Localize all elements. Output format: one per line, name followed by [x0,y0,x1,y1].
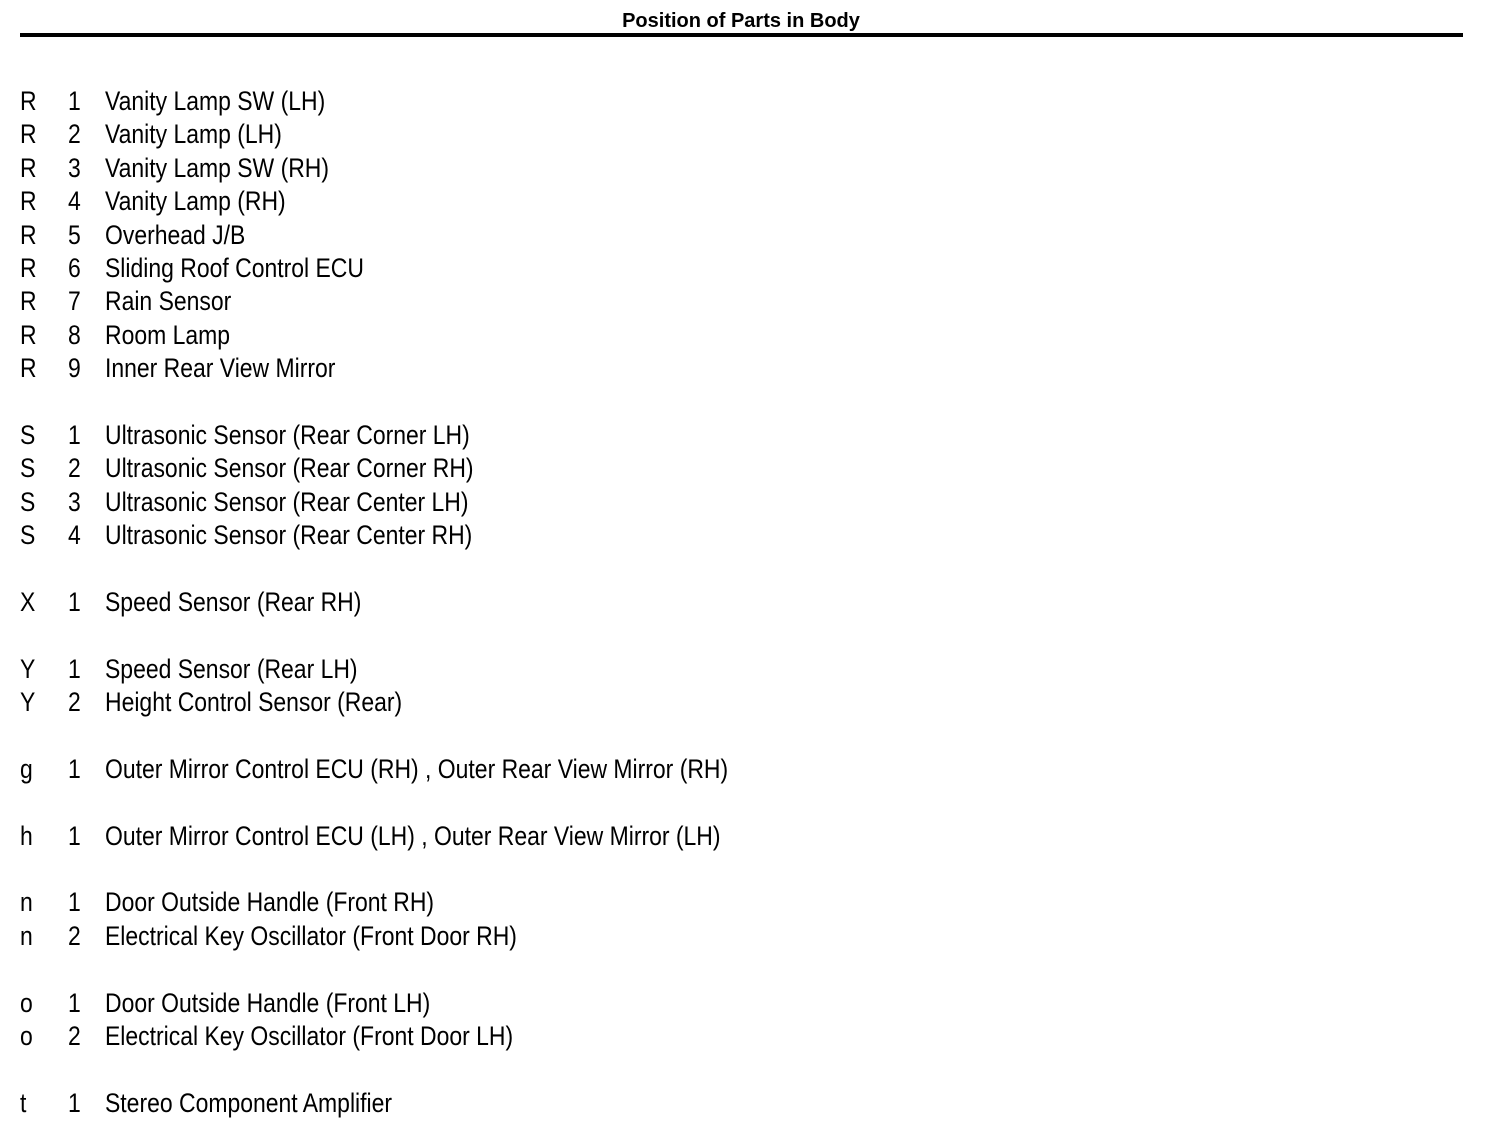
part-code: S [20,520,36,551]
part-number: 2 [68,1020,81,1051]
part-number: 1 [68,586,81,617]
part-code: R [20,353,37,384]
part-code: n [20,920,33,951]
part-number: 4 [68,186,81,217]
part-code: g [20,753,33,784]
part-number: 7 [68,286,81,317]
part-code: R [20,286,37,317]
part-code: S [20,486,36,517]
part-name: Sliding Roof Control ECU [105,252,364,283]
part-number: 1 [68,419,81,450]
part-name: Vanity Lamp (LH) [105,119,282,150]
part-code: R [20,152,37,183]
part-code: S [20,419,36,450]
part-number: 3 [68,152,81,183]
part-number: 2 [68,119,81,150]
part-code: t [20,1087,27,1118]
part-code: R [20,186,37,217]
part-number: 5 [68,219,81,250]
part-name: Vanity Lamp SW (RH) [105,152,330,183]
part-code: R [20,319,37,350]
part-number: 2 [68,687,81,718]
part-number: 1 [68,86,81,116]
part-name: Outer Mirror Control ECU (LH) , Outer Rear View Mirror (LH) [105,820,721,851]
part-number: 6 [68,252,81,283]
part-number: 1 [68,1087,81,1118]
part-number: 1 [68,887,81,918]
part-name: Door Outside Handle (Front LH) [105,987,431,1018]
part-number: 9 [68,353,81,384]
part-code: S [20,453,36,484]
part-name: Ultrasonic Sensor (Rear Corner RH) [105,453,474,484]
page-title: Position of Parts in Body [622,10,860,32]
part-name: Ultrasonic Sensor (Rear Center RH) [105,520,473,551]
part-code: R [20,219,37,250]
title-divider [20,33,1463,37]
part-name: Electrical Key Oscillator (Front Door LH) [105,1020,514,1051]
part-number: 1 [68,653,81,684]
part-code: o [20,987,33,1018]
part-name: Speed Sensor (Rear RH) [105,586,362,617]
part-name: Vanity Lamp (RH) [105,186,286,217]
part-name: Stereo Component Amplifier [105,1087,393,1118]
part-name: Electrical Key Oscillator (Front Door RH) [105,920,517,951]
part-code: X [20,586,36,617]
part-name: Vanity Lamp SW (LH) [105,86,326,116]
part-name: Height Control Sensor (Rear) [105,687,403,718]
part-code: o [20,1020,33,1051]
part-name: Room Lamp [105,319,231,350]
part-number: 3 [68,486,81,517]
part-number: 1 [68,987,81,1018]
part-number: 8 [68,319,81,350]
part-name: Outer Mirror Control ECU (RH) , Outer Rear View Mirror (RH) [105,753,729,784]
part-name: Ultrasonic Sensor (Rear Center LH) [105,486,469,517]
part-code: n [20,887,33,918]
part-code: h [20,820,33,851]
part-number: 4 [68,520,81,551]
part-number: 2 [68,920,81,951]
part-code: R [20,252,37,283]
part-number: 2 [68,453,81,484]
part-name: Speed Sensor (Rear LH) [105,653,358,684]
part-number: 1 [68,820,81,851]
part-name: Ultrasonic Sensor (Rear Corner LH) [105,419,470,450]
part-name: Overhead J/B [105,219,246,250]
part-code: R [20,86,37,116]
part-code: Y [20,687,36,718]
part-name: Inner Rear View Mirror [105,353,336,384]
part-code: Y [20,653,36,684]
part-name: Door Outside Handle (Front RH) [105,887,435,918]
part-code: R [20,119,37,150]
part-name: Rain Sensor [105,286,232,317]
part-number: 1 [68,753,81,784]
